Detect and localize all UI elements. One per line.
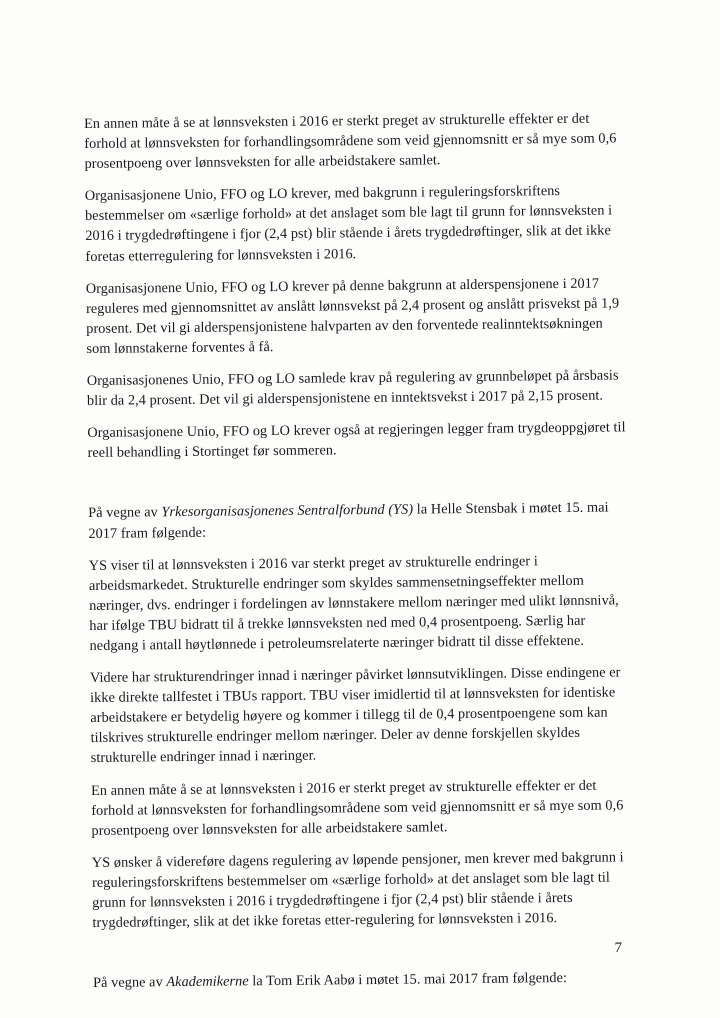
paragraph-demand-no-adjustment: Organisasjonene Unio, FFO og LO krever, med bakgrunn i reguleringsforskriftens bestemmelser om «særlige forhold» at det anslaget som ble lagt til grunn for lønnsveksten i 2016 i trygdedrøftingene i fjor (2,4 pst) blir stående i årets trygdedrøftinger, slik at det ikke foretas etterregulering for lønnsveksten i 2016. [84, 183, 613, 265]
ys-org-name: Yrkesorganisasjonenes Sentralforbund (YS) [161, 501, 414, 521]
paragraph-basic-amount: Organisasjonenes Unio, FFO og LO samlede krav på regulering av grunnbeløpet på årsbasis blir da 2,4 prosent. Det vil gi alderspensjonistene en inntektsvekst i 2017 på 2,15 prosent. [86, 367, 619, 410]
ys-paragraph-continue-regulation: YS ønsker å videreføre dagens regulering av løpende pensjoner, men krever med bakgrunn i reguleringsforskriftens bestemmelser om «særlige forhold» at det anslaget som ble lagt til grunn for lønnsveksten i 2016 i trygdedrøftingene i fjor (2,4 pst) blir stående i årets trygdedrøftinger, slik at det ikke foretas etter-regulering for lønnsveksten i 2016. [91, 849, 624, 932]
akademikerne-org-name: Akademikerne [166, 973, 249, 991]
ys-intro-after: la Helle Stensbak i møtet 15. mai 2017 fram følgende: [88, 499, 609, 542]
akademikerne-intro-before: På vegne av [93, 974, 167, 992]
paragraph-storting-treatment: Organisasjonene Unio, FFO og LO krever også at regjeringen legger fram trygdeoppgjøret til reell behandling i Stortinget før sommeren. [87, 419, 626, 462]
akademikerne-intro-after: la Tom Erik Aabø i møtet 15. mai 2017 fram følgende: [248, 970, 568, 990]
paragraph-pension-regulation: Organisasjonene Unio, FFO og LO krever på denne bakgrunn at alderspensjonene i 2017 reguleres med gjennomsnittet av anslått lønnsvekst på 2,4 prosent og anslått prisvekst på 1,9 prosent. Det vil gi alderspensjonistene halvparten av den forventede realinntektsøkningen som lønnstakerne forventes å få. [85, 275, 620, 357]
akademikerne-intro [93, 967, 633, 993]
ys-paragraph-structural-changes: YS viser til at lønnsveksten i 2016 var sterkt preget av strukturelle endringer i arbeidsmarkedet. Strukturelle endringer som skyldes sammensetningseffekter mellom næringer, dvs. endringer i fordelingen av lønnstakere mellom næringer med ulikt lønnsnivå, har ifølge TBU bidratt til å trekke lønnsveksten ned med 0,4 prosentpoeng. Særlig har nedgang i antall høytlønnede i petroleumsrelaterte næringer bidratt til disse effektene. [88, 552, 619, 654]
page-number: 7 [614, 940, 622, 956]
ys-intro [88, 498, 628, 544]
ys-paragraph-within-industries: Videre har strukturendringer innad i næringer påvirket lønnsutviklingen. Disse endingene er ikke direkte tallfestet i TBUs rapport. TBU viser imidlertid til at lønnsveksten for identiske arbeidstakere er betydelig høyere og kommer i tillegg til de 0,4 prosentpoengene som kan tilskrives strukturelle endringer mellom næringer. Deler av denne forskjellen skyldes strukturelle endringer innad i næringer. [89, 664, 621, 767]
paragraph-structural-effects: En annen måte å se at lønnsveksten i 2016 er sterkt preget av strukturelle effekter er det forhold at lønnsveksten for forhandlingsområdene som veid gjennomsnitt er så mye som 0,6 prosentpoeng over lønnsveksten for alle arbeidstakere samlet. [84, 110, 617, 173]
ys-paragraph-structural-effects: En annen måte å se at lønnsveksten i 2016 er sterkt preget av strukturelle effekter er det forhold at lønnsveksten for forhandlingsområdene som veid gjennomsnitt er så mye som 0,6 prosentpoeng over lønnsveksten for alle arbeidstakere samlet. [91, 777, 624, 839]
document-body [84, 108, 633, 993]
ys-intro-before: På vegne av [88, 504, 162, 522]
